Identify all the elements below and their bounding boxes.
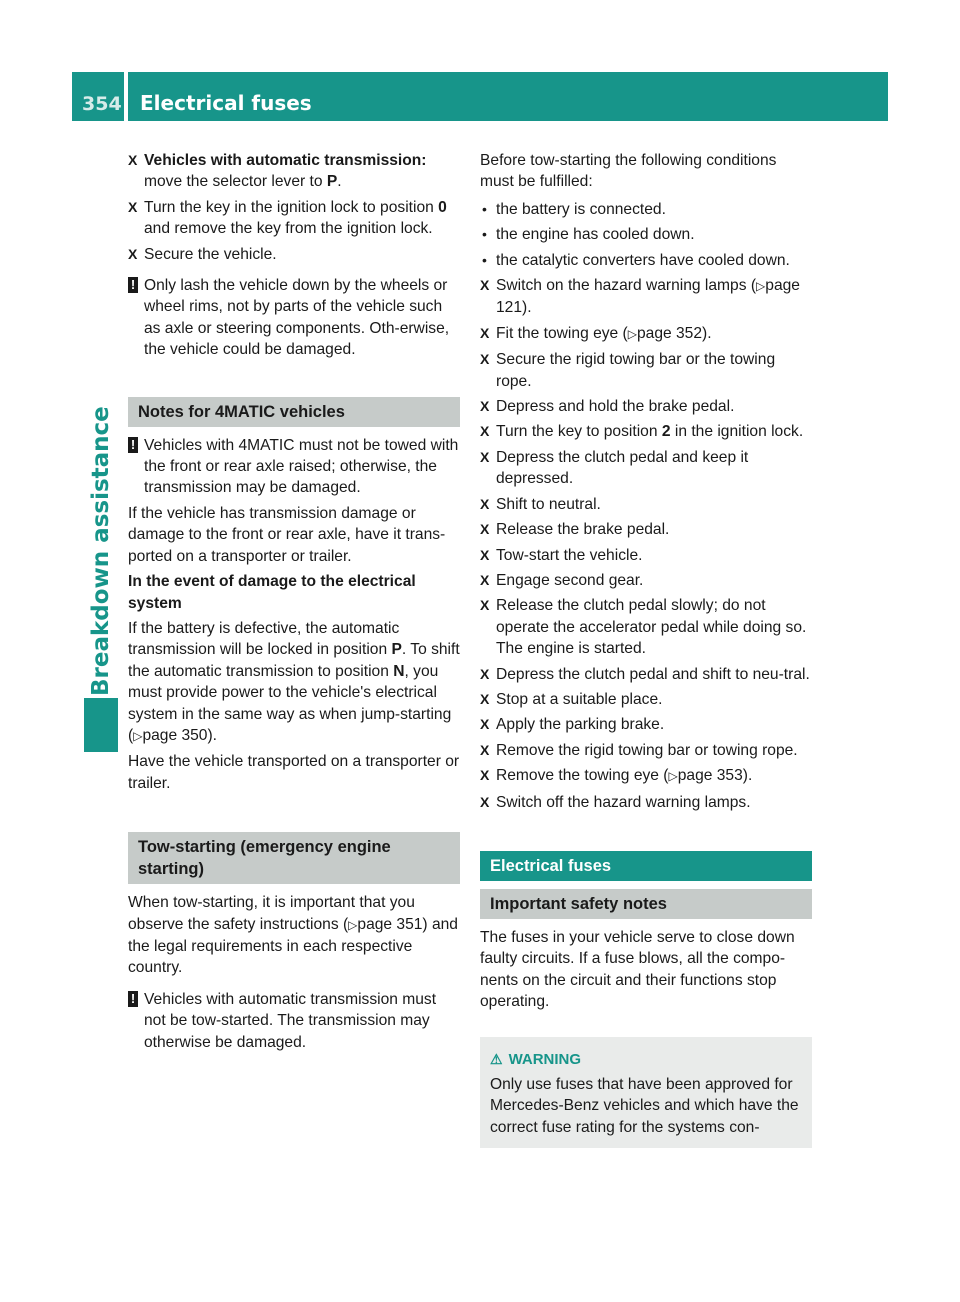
step-arrow-icon: X bbox=[480, 665, 490, 682]
warning-text: Only use fuses that have been approved for Mercedes-Benz vehicles and which have the correct fuse rating for the systems con- bbox=[490, 1076, 799, 1136]
bullet-icon: • bbox=[482, 251, 487, 268]
page-ref-triangle-icon: ▷ bbox=[627, 326, 637, 341]
step-arrow-icon: X bbox=[480, 690, 490, 707]
para-intro: Before tow-starting the following conditions must be fulfilled: bbox=[480, 152, 777, 191]
step-item: X Tow-start the vehicle. bbox=[480, 545, 812, 566]
para-fuses: The fuses in your vehicle serve to close down faulty circuits. If a fuse blows, all the compo-nents on the circuit and their functions stop operating. bbox=[480, 928, 795, 1011]
step-item: X Secure the vehicle. bbox=[128, 244, 460, 265]
step-arrow-icon: X bbox=[480, 495, 490, 512]
step-item: X Stop at a suitable place. bbox=[480, 689, 812, 710]
step-arrow-icon: X bbox=[480, 597, 490, 614]
exclamation-icon: ! bbox=[128, 437, 138, 453]
step-arrow-icon: X bbox=[480, 324, 490, 341]
warning-box bbox=[480, 1037, 812, 1149]
page-title: Electrical fuses bbox=[140, 91, 312, 115]
para-transport: Have the vehicle transported on a transporter or trailer. bbox=[128, 753, 460, 792]
list-item: • the battery is connected. bbox=[480, 199, 812, 220]
bullet-icon: • bbox=[482, 200, 487, 217]
step-item: X Switch off the hazard warning lamps. bbox=[480, 792, 812, 813]
step-item: X Remove the rigid towing bar or towing rope. bbox=[480, 740, 812, 761]
step-arrow-icon: X bbox=[480, 398, 490, 415]
para-tow: When tow-starting, it is important that you observe the safety instructions (▷page 351) and the legal requirements in each respective country. bbox=[128, 894, 458, 977]
heading-electrical-fuses: Electrical fuses bbox=[480, 851, 812, 881]
step-item: X Turn the key to position 2 in the ignition lock. bbox=[480, 421, 812, 442]
step-item: X Shift to neutral. bbox=[480, 494, 812, 515]
step-item: X Vehicles with automatic transmission: move the selector lever to P. bbox=[128, 152, 427, 191]
page-ref-triangle-icon: ▷ bbox=[756, 279, 766, 294]
note-lash: ! Only lash the vehicle down by the wheels or wheel rims, not by parts of the vehicle such as axle or steering components. Oth-erwise, the vehicle could be damaged. bbox=[128, 275, 460, 361]
heading-tow-starting: Tow-starting (emergency engine starting) bbox=[128, 832, 460, 884]
para-damage: If the vehicle has transmission damage or damage to the front or rear axle, have it trans-ported on a transporter or trailer. bbox=[128, 504, 446, 565]
step-arrow-icon: X bbox=[480, 448, 490, 465]
exclamation-icon: ! bbox=[128, 991, 138, 1007]
heading-safety-notes: Important safety notes bbox=[480, 889, 812, 919]
step-item: X Remove the towing eye (▷page 353). bbox=[480, 765, 812, 787]
warning-triangle-icon: ⚠ bbox=[490, 1050, 503, 1067]
para-battery: If the battery is defective, the automatic transmission will be locked in position P. To shift the automatic transmission to position N, you must provide power to the vehicle's electrical system in the same way as when jump-starting (▷page 350). bbox=[128, 619, 460, 744]
step-arrow-icon: X bbox=[128, 198, 138, 215]
step-item: X Engage second gear. bbox=[480, 570, 812, 591]
exclamation-icon: ! bbox=[128, 277, 138, 293]
right-column bbox=[480, 150, 812, 1148]
page-ref-triangle-icon: ▷ bbox=[133, 728, 143, 743]
step-arrow-icon: X bbox=[480, 546, 490, 563]
step-item: X Release the clutch pedal slowly; do not operate the accelerator pedal while doing so. The engine is started. bbox=[480, 597, 807, 658]
step-item: X Apply the parking brake. bbox=[480, 714, 812, 735]
side-tab-block bbox=[84, 698, 118, 752]
step-item: X Depress the clutch pedal and shift to neu-tral. bbox=[480, 664, 812, 685]
list-item: • the engine has cooled down. bbox=[480, 224, 812, 245]
page-number: 354 bbox=[82, 93, 122, 115]
step-arrow-icon: X bbox=[480, 351, 490, 368]
side-tab-label: Breakdown assistance bbox=[88, 406, 114, 696]
note-4matic: ! Vehicles with 4MATIC must not be towed with the front or rear axle raised; otherwise, the transmission may be damaged. bbox=[128, 435, 460, 499]
step-item: X Depress the clutch pedal and keep it depressed. bbox=[480, 448, 749, 488]
page-ref-triangle-icon: ▷ bbox=[668, 769, 678, 784]
bullet-icon: • bbox=[482, 226, 487, 243]
step-arrow-icon: X bbox=[480, 521, 490, 538]
header-divider bbox=[124, 72, 128, 121]
step-item: X Switch on the hazard warning lamps (▷page 121). bbox=[480, 277, 800, 317]
warning-title: ⚠ WARNING bbox=[490, 1050, 582, 1068]
step-item: X Turn the key in the ignition lock to position 0 and remove the key from the ignition lock. bbox=[128, 198, 447, 238]
step-item: X Depress and hold the brake pedal. bbox=[480, 396, 812, 417]
step-arrow-icon: X bbox=[480, 423, 490, 440]
step-item: X Release the brake pedal. bbox=[480, 519, 812, 540]
step-arrow-icon: X bbox=[480, 716, 490, 733]
heading-4matic: Notes for 4MATIC vehicles bbox=[128, 397, 460, 427]
step-arrow-icon: X bbox=[480, 277, 490, 294]
step-arrow-icon: X bbox=[480, 741, 490, 758]
page-ref-triangle-icon: ▷ bbox=[348, 917, 358, 932]
note-tow: ! Vehicles with automatic transmission must not be tow-started. The transmission may otherwise be damaged. bbox=[128, 989, 460, 1053]
step-item: X Fit the towing eye (▷page 352). bbox=[480, 323, 812, 345]
step-item: X Secure the rigid towing bar or the towing rope. bbox=[480, 351, 776, 390]
subheading-electrical: In the event of damage to the electrical system bbox=[128, 573, 416, 612]
step-arrow-icon: X bbox=[480, 767, 490, 784]
step-arrow-icon: X bbox=[128, 245, 138, 262]
left-column bbox=[128, 150, 460, 1057]
step-arrow-icon: X bbox=[128, 152, 138, 168]
step-arrow-icon: X bbox=[480, 571, 490, 588]
step-arrow-icon: X bbox=[480, 793, 490, 810]
list-item: • the catalytic converters have cooled down. bbox=[480, 250, 812, 271]
